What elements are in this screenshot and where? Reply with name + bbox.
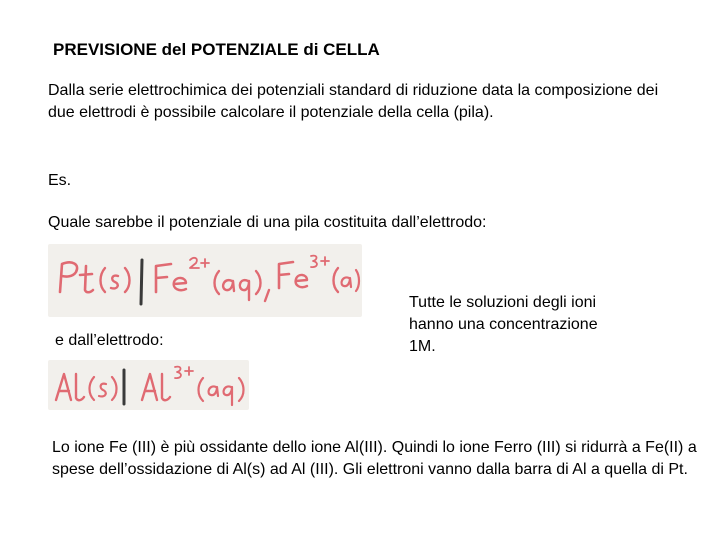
question-text: Quale sarebbe il potenziale di una pila costituita dall’elettrodo: [48,214,487,231]
handwriting-pt-fe-image [48,244,362,317]
conclusion-paragraph: Lo ione Fe (III) è più ossidante dello ione Al(III). Quindi lo ione Ferro (III) si ridurrà a Fe(II) a spese dell’ossidazione di Al(s) ad Al (III). Gli elettroni vanno dalla barra di Al a quella di Pt. [52,439,697,478]
handwritten-electrode-pt-fe [48,244,362,317]
side-note: Tutte le soluzioni degli ioni hanno una concentrazione 1M. [409,294,598,355]
slide-title: PREVISIONE del POTENZIALE di CELLA [53,40,380,59]
intro-paragraph: Dalla serie elettrochimica dei potenziali standard di riduzione data la composizione dei due elettrodi è possibile calcolare il potenziale della cella (pila). [48,82,659,121]
handwritten-electrode-al [48,360,249,410]
example-label: Es. [48,172,72,189]
second-electrode-label: e dall’elettrodo: [55,332,164,349]
handwriting-al-image [48,360,249,410]
